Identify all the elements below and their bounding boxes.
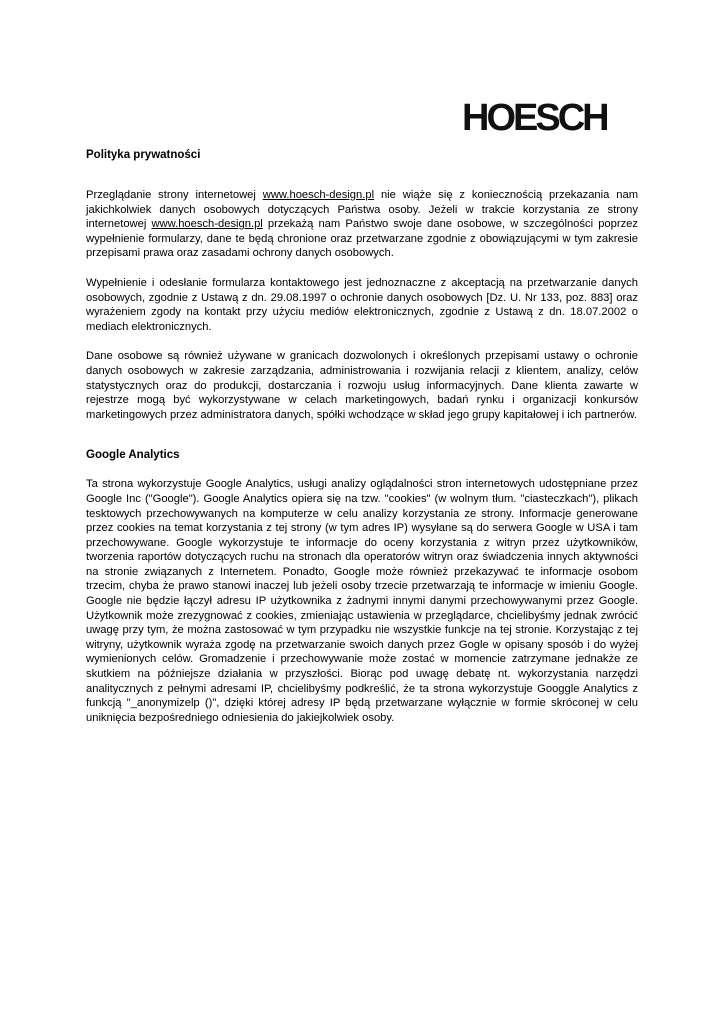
privacy-p1-text-a: Przeglądanie strony internetowej: [86, 189, 263, 201]
privacy-paragraph-1: [86, 188, 638, 261]
privacy-p1-text-b: nie wiąże się z koniecznością przekazania nam jakichkolwiek danych osobowych dotyczących Państwa osoby. Jeżeli w trakcie korzystania ze strony internetowej: [86, 189, 639, 231]
privacy-policy-heading: Polityka prywatności: [86, 149, 201, 161]
website-link-1[interactable]: www.hoesch-design.pl: [262, 189, 375, 201]
document-body: [86, 148, 638, 725]
hoesch-logo: HOESCH: [462, 97, 607, 139]
privacy-p1-text-c: przekażą nam Państwo swoje dane osobowe, w szczególności poprzez wypełnienie formularzy, dane te będą chronione oraz przetwarzane zgodnie z obowiązującymi w tym zakresie przepisami prawa oraz zasadami ochrony danych osobowych.: [86, 218, 638, 260]
privacy-paragraph-2: Wypełnienie i odesłanie formularza kontaktowego jest jednoznaczne z akceptacją na przetwarzanie danych osobowych, zgodnie z Ustawą z dn. 29.08.1997 o ochronie danych osobowych [Dz. U. Nr 133, poz. 883] oraz wyrażeniem zgody na kontakt przy użyciu mediów elektronicznych, zgodnie z Ustawą z dn. 18.07.2002 o mediach elektronicznych.: [86, 276, 638, 333]
google-analytics-heading: Google Analytics: [86, 449, 180, 462]
website-link-2[interactable]: www.hoesch-design.pl: [151, 218, 263, 231]
analytics-paragraph: Ta strona wykorzystuje Google Analytics, usługi analizy oglądalności stron internetowych udostępniane przez Google Inc ("Google"). Google Analytics opiera się na tzw. "cookies" (w wolnym tłum. "ciasteczkach"), plikach tesktowych przechowywanych na komputerze w celu analizy korzystania ze strony. Informacje generowane przez cookies na temat korzystania z tej strony (w tym adres IP) wysyłane są do serwera Google w USA i tam przechowywane. Google wykorzystuje te informacje do oceny korzystania z witryn przez użytkowników, tworzenia raportów dotyczących ruchu na stronach dla operatorów witryn oraz świadczenia innych aktywności na stronie związanych z Internetem. Ponadto, Google może również przekazywać te informacje osobom trzecim, chyba że prawo stanowi inaczej lub jeżeli osoby trzecie przetwarzają te informacje w imieniu Google. Google nie będzie łączył adresu IP użytkownika z żadnymi innymi danymi przechowywanymi przez Google. Użytkownik może zrezygnować z cookies, zmieniając ustawienia w przeglądarce, chcielibyśmy jednak zwrócić uwagę przy tym, że można zastosować w tym przypadku nie wszystkie funkcje na tej stronie. Korzystając z tej witryny, użytkownik wyraża zgodę na przetwarzanie swoich danych przez Gogle w opisany sposób i do wyżej wymienionych celów. Gromadzenie i przechowywanie może zostać w momencie zatrzymane jednakże ze skutkiem na późniejsze działania w przyszłości. Biorąc pod uwagę debatę nt. wykorzystania narzędzi analitycznych z pełnymi adresami IP, chcielibyśmy podkreślić, że ta strona wykorzystuje Googgle Analytics z funkcją "_anonymizelp ()", dzięki której adresy IP będą przetwarzane wyłącznie w formie skróconej w celu uniknięcia bezpośredniego odniesienia do jakiejkolwiek osoby.: [86, 478, 638, 724]
privacy-paragraph-3: Dane osobowe są również używane w granicach dozwolonych i określonych przepisami ustawy o ochronie danych osobowych w zakresie zarządzania, administrowania i rozwijania relacji z klientem, analizy, celów statystycznych oraz do produkcji, dostarczania i rozwoju usług informacyjnych. Dane klienta zawarte w rejestrze mogą być wykorzystywane w celach marketingowych, badań rynku i organizacji konkursów marketingowych przez administratora danych, spółki wchodzące w skład jego grupy kapitałowej i ich partnerów.: [86, 350, 638, 421]
